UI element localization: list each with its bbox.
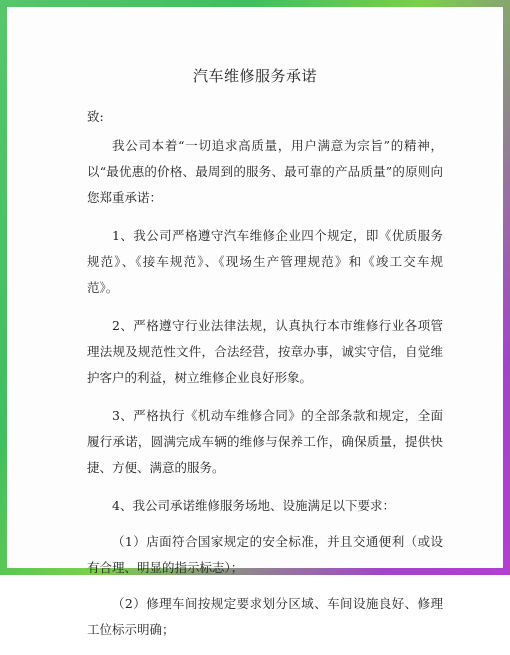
- paragraph-item-2: 2、严格遵守行业法律法规，认真执行本市维修行业各项管理法规及规范性文件，合法经营，按章办事，诚实守信，自觉维护客户的利益，树立维修企业良好形象。: [87, 318, 443, 385]
- paragraph-intro: 我公司本着“一切追求高质量，用户满意为宗旨”的精神，以“最优惠的价格、最周到的服务、最可靠的产品质量”的原则向您郑重承诺：: [87, 138, 443, 205]
- document-title: 汽车维修服务承诺: [192, 67, 317, 85]
- document-body: [87, 133, 443, 655]
- document-page: [7, 7, 503, 637]
- paragraph-subitem-2: （2）修理车间按规定要求划分区域、车间设施良好、修理工位标示明确；: [87, 596, 443, 637]
- paragraph-item-4: 4、我公司承诺维修服务场地、设施满足以下要求：: [112, 498, 395, 513]
- paragraph-item-3: 3、严格执行《机动车维修合同》的全部条款和规定，全面履行承诺，圆满完成车辆的维修与保养工作，确保质量，提供快捷、方便、满意的服务。: [87, 408, 443, 475]
- paragraph-subitem-1: （1）店面符合国家规定的安全标准，并且交通便利（或设有合理、明显的指示标志）；: [87, 534, 443, 575]
- salutation: 致:: [87, 109, 104, 124]
- paragraph-item-1: 1、我公司严格遵守汽车维修企业四个规定，即《优质服务规范》、《接车规范》、《现场生产管理规范》和《竣工交车规范》。: [87, 228, 443, 295]
